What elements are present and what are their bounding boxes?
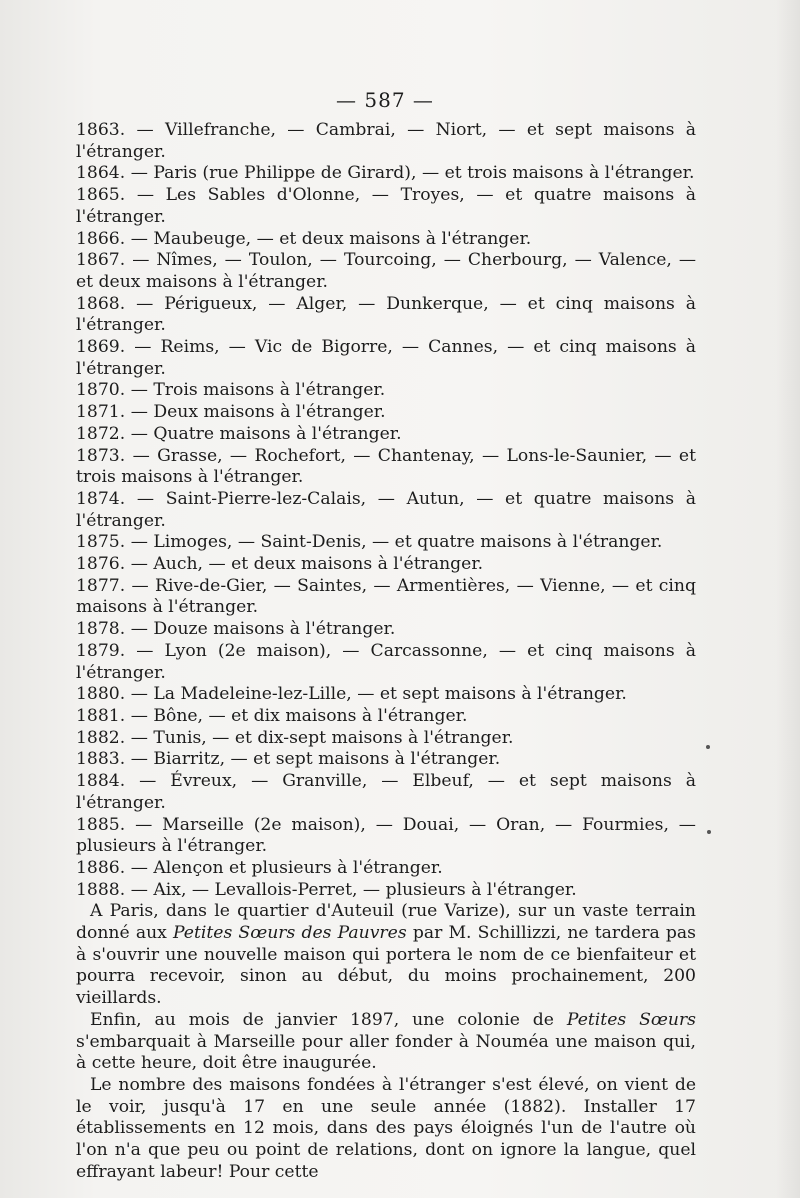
paragraph-paris: [76, 901, 696, 1010]
entry-text: — Bône, — et dix maisons à l'étranger.: [130, 705, 468, 726]
entry-text: — Maubeuge, — et deux maisons à l'étranger.: [130, 228, 532, 249]
entry-year: 1870.: [76, 380, 126, 401]
foundation-entry: [76, 337, 696, 380]
entry-year: 1886.: [76, 857, 126, 878]
foundation-entry: [76, 250, 696, 293]
foundation-entry: [76, 684, 696, 706]
entry-year: 1867.: [76, 250, 126, 271]
entry-year: 1878.: [76, 619, 126, 640]
entry-text: — Quatre maisons à l'étranger.: [130, 423, 402, 444]
paragraph-closing: Le nombre des maisons fondées à l'étranger s'est élevé, on vient de le voir, jusqu'à 17 en une seule année (1882). Installer 17 établissements en 12 mois, dans des pays éloignés l'un de l'autre où l'on n'a que peu ou point de relations, dont on ignore la langue, quel effrayant labeur! Pour cette: [76, 1074, 696, 1182]
foundation-entry: [76, 163, 696, 185]
entry-year: 1876.: [76, 554, 126, 575]
foundation-entry: [76, 641, 696, 684]
entry-text: — Douze maisons à l'étranger.: [130, 619, 396, 640]
entry-year: 1871.: [76, 402, 126, 423]
entry-year: 1872.: [76, 423, 126, 444]
entry-year: 1882.: [76, 727, 126, 748]
entry-text: — La Madeleine-lez-Lille, — et sept maisons à l'étranger.: [130, 684, 627, 705]
foundation-entry: [76, 185, 696, 228]
foundation-entry: [76, 380, 696, 402]
foundation-entry: [76, 728, 696, 750]
foundation-entry: [76, 120, 696, 163]
paragraph-noumea-text-2: s'embarquait à Marseille pour aller fonder à Nouméa une maison qui, à cette heure, doit être inaugurée.: [76, 1031, 696, 1074]
foundation-entry: [76, 424, 696, 446]
page-number: — 587 —: [336, 88, 434, 112]
entry-year: 1868.: [76, 293, 126, 314]
entry-year: 1873.: [76, 445, 126, 466]
foundation-entry: [76, 446, 696, 489]
entry-year: 1881.: [76, 705, 126, 726]
margin-mark: [706, 745, 710, 749]
entry-text: — Reims, — Vic de Bigorre, — Cannes, — et cinq maisons à l'étranger.: [76, 337, 696, 379]
foundation-entry: [76, 858, 696, 880]
entry-year: 1863.: [76, 120, 126, 140]
page-edge-shadow: [776, 0, 800, 1198]
entry-year: 1875.: [76, 532, 126, 553]
foundation-entry: [76, 815, 696, 858]
foundation-entry: [76, 294, 696, 337]
entry-text: — Les Sables d'Olonne, — Troyes, — et quatre maisons à l'étranger.: [76, 185, 696, 227]
entry-text: — Alençon et plusieurs à l'étranger.: [130, 857, 443, 878]
foundation-entry: [76, 402, 696, 424]
entry-year: 1879.: [76, 640, 126, 661]
foundation-list: [76, 120, 696, 901]
entry-text: — Aix, — Levallois-Perret, — plusieurs à l'étranger.: [130, 879, 577, 900]
paragraph-noumea-italic: Petites Sœurs: [566, 1009, 696, 1030]
entry-text: — Nîmes, — Toulon, — Tourcoing, — Cherbourg, — Valence, — et deux maisons à l'étranger.: [76, 250, 697, 292]
entry-text: — Marseille (2e maison), — Douai, — Oran, — Fourmies, — plusieurs à l'étranger.: [76, 814, 696, 857]
entry-text: — Paris (rue Philippe de Girard), — et trois maisons à l'étranger.: [130, 163, 695, 184]
entry-year: 1883.: [76, 749, 126, 770]
paragraph-noumea: [76, 1010, 696, 1075]
foundation-entry: [76, 749, 696, 771]
page-body: [76, 120, 696, 1183]
entry-text: — Évreux, — Granville, — Elbeuf, — et sept maisons à l'étranger.: [76, 771, 696, 813]
foundation-entry: [76, 619, 696, 641]
foundation-entry: [76, 229, 696, 251]
foundation-entry: [76, 532, 696, 554]
entry-year: 1885.: [76, 814, 126, 835]
entry-year: 1874.: [76, 488, 126, 509]
entry-text: — Grasse, — Rochefort, — Chantenay, — Lons-le-Saunier, — et trois maisons à l'étranger.: [76, 445, 697, 488]
entry-text: — Périgueux, — Alger, — Dunkerque, — et cinq maisons à l'étranger.: [76, 293, 696, 336]
paragraph-paris-text-2: par M. Schillizzi, ne tardera pas à s'ouvrir une nouvelle maison qui portera le nom de ce bienfaiteur et pourra recevoir, sinon au début, du moins prochainement, 200 vieillards.: [76, 923, 696, 1009]
margin-mark: [707, 830, 711, 834]
foundation-entry: [76, 554, 696, 576]
entry-text: — Villefranche, — Cambrai, — Niort, — et sept maisons à l'étranger.: [76, 120, 696, 162]
entry-text: — Deux maisons à l'étranger.: [130, 402, 386, 423]
entry-year: 1869.: [76, 337, 126, 358]
entry-year: 1866.: [76, 228, 126, 249]
foundation-entry: [76, 489, 696, 532]
entry-text: — Rive-de-Gier, — Saintes, — Armentières, — Vienne, — et cinq maisons à l'étranger.: [76, 575, 696, 618]
entry-text: — Trois maisons à l'étranger.: [130, 380, 386, 401]
paragraph-paris-text-1: A Paris, dans le quartier d'Auteuil (rue Varize), sur un vaste terrain donné aux: [76, 901, 696, 944]
foundation-entry: [76, 706, 696, 728]
entry-year: 1864.: [76, 163, 126, 184]
entry-text: — Tunis, — et dix-sept maisons à l'étranger.: [130, 727, 514, 748]
foundation-entry: [76, 576, 696, 619]
foundation-entry: [76, 771, 696, 814]
entry-text: — Lyon (2e maison), — Carcassonne, — et cinq maisons à l'étranger.: [76, 640, 696, 683]
foundation-entry: [76, 880, 696, 902]
paragraph-noumea-text-1: Enfin, au mois de janvier 1897, une colonie de: [90, 1009, 567, 1030]
paragraph-paris-italic: Petites Sœurs des Pauvres: [173, 923, 407, 944]
entry-year: 1888.: [76, 879, 126, 900]
entry-year: 1880.: [76, 684, 126, 705]
entry-year: 1877.: [76, 575, 126, 596]
entry-text: — Limoges, — Saint-Denis, — et quatre maisons à l'étranger.: [130, 532, 663, 553]
entry-text: — Biarritz, — et sept maisons à l'étranger.: [130, 749, 501, 770]
entry-year: 1865.: [76, 185, 126, 206]
entry-text: — Saint-Pierre-lez-Calais, — Autun, — et quatre maisons à l'étranger.: [76, 488, 697, 531]
entry-year: 1884.: [76, 771, 126, 792]
entry-text: — Auch, — et deux maisons à l'étranger.: [130, 554, 484, 575]
